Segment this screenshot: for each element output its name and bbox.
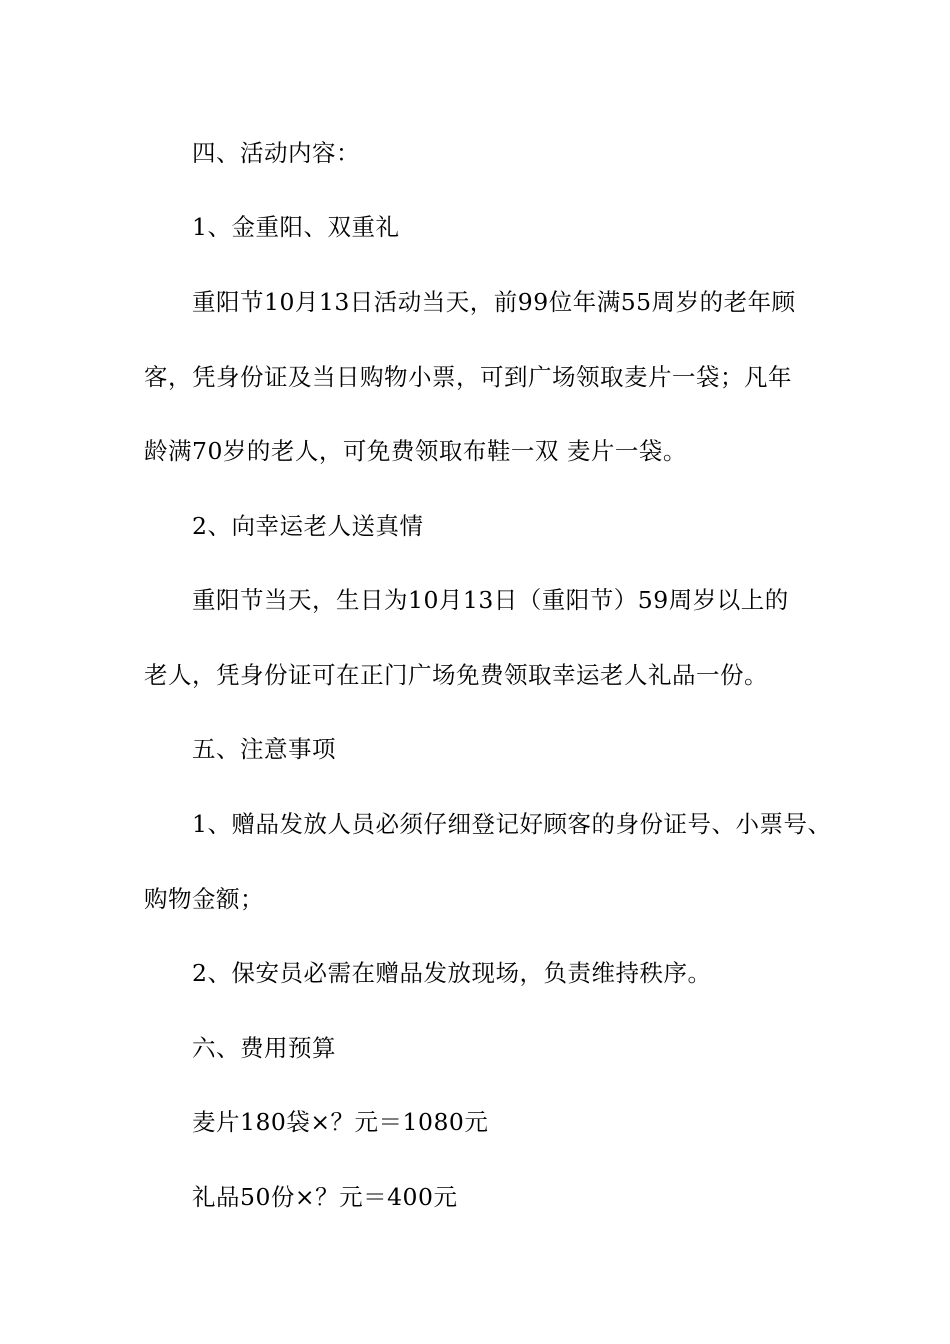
- subheading-lucky-elders: 2、向幸运老人送真情: [192, 512, 424, 540]
- paragraph-line: 重阳节当天，生日为10月13日（重阳节）59周岁以上的: [192, 586, 789, 614]
- paragraph-line: 龄满70岁的老人，可免费领取布鞋一双 麦片一袋。: [144, 437, 687, 465]
- subheading-gold-double-ninth: 1、金重阳、双重礼: [192, 213, 400, 241]
- budget-item-oatmeal: 麦片180袋×？元＝1080元: [192, 1108, 489, 1136]
- paragraph-line: 客，凭身份证及当日购物小票，可到广场领取麦片一袋；凡年: [144, 363, 792, 391]
- paragraph-line: 老人，凭身份证可在正门广场免费领取幸运老人礼品一份。: [144, 661, 768, 689]
- section-heading-activity-content: 四、活动内容：: [192, 139, 360, 167]
- paragraph-line: 2、保安员必需在赠品发放现场，负责维持秩序。: [192, 959, 712, 987]
- section-heading-notes: 五、注意事项: [192, 735, 336, 763]
- budget-item-gifts: 礼品50份×？元＝400元: [192, 1183, 458, 1211]
- section-heading-budget: 六、费用预算: [192, 1034, 336, 1062]
- paragraph-line: 购物金额；: [144, 885, 264, 913]
- paragraph-line: 1、赠品发放人员必须仔细登记好顾客的身份证号、小票号、: [192, 810, 832, 838]
- paragraph-line: 重阳节10月13日活动当天，前99位年满55周岁的老年顾: [192, 288, 796, 316]
